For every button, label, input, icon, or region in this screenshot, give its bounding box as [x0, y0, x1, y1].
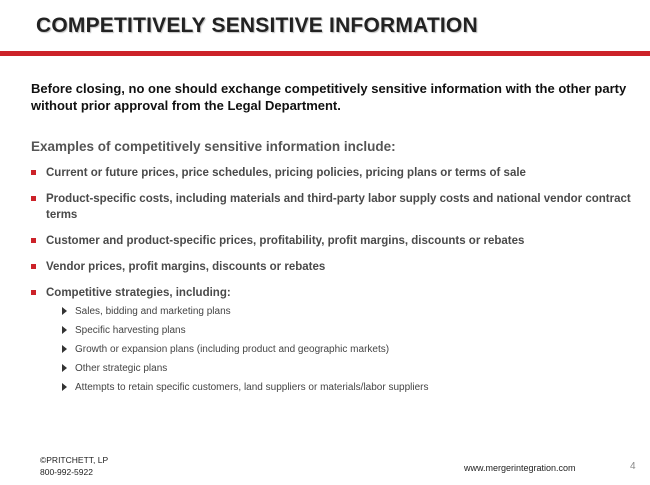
- sub-bullet-text: Sales, bidding and marketing plans: [75, 306, 231, 317]
- footer-copyright: ©PRITCHETT, LP: [40, 455, 109, 465]
- sub-bullet-item: [46, 324, 631, 337]
- footer-url: www.mergerintegration.com: [464, 463, 576, 473]
- footer-phone: 800-992-5922: [40, 467, 93, 477]
- red-square-bullet-icon: [31, 170, 36, 175]
- bullet-item: [31, 259, 631, 275]
- bullet-list: [31, 165, 631, 404]
- bullet-text: Customer and product-specific prices, profitability, profit margins, discounts or rebates: [46, 235, 525, 247]
- examples-heading: Examples of competitively sensitive information include:: [31, 139, 396, 154]
- bullet-item: [31, 191, 631, 223]
- sub-bullet-item: [46, 362, 631, 375]
- bullet-text: Current or future prices, price schedules, pricing policies, pricing plans or terms of sale: [46, 167, 526, 179]
- red-square-bullet-icon: [31, 290, 36, 295]
- page-number: 4: [630, 461, 636, 472]
- sub-bullet-text: Attempts to retain specific customers, land suppliers or materials/labor suppliers: [75, 382, 429, 393]
- bullet-item: [31, 233, 631, 249]
- sub-bullet-item: [46, 305, 631, 318]
- bullet-text: Competitive strategies, including:: [46, 287, 231, 299]
- sub-bullet-text: Other strategic plans: [75, 363, 168, 374]
- sub-bullet-item: [46, 381, 631, 394]
- slide-title: COMPETITIVELY SENSITIVE INFORMATION: [36, 14, 478, 37]
- footer-copyright-block: [40, 454, 108, 478]
- red-square-bullet-icon: [31, 238, 36, 243]
- triangle-bullet-icon: [62, 364, 67, 372]
- triangle-bullet-icon: [62, 307, 67, 315]
- sub-bullet-text: Growth or expansion plans (including product and geographic markets): [75, 344, 390, 355]
- triangle-bullet-icon: [62, 326, 67, 334]
- triangle-bullet-icon: [62, 383, 67, 391]
- sub-bullet-item: [46, 343, 631, 356]
- triangle-bullet-icon: [62, 345, 67, 353]
- sub-bullet-list: [46, 305, 631, 394]
- bullet-item: [31, 165, 631, 181]
- intro-paragraph: Before closing, no one should exchange competitively sensitive information with the other party without prior approval from the Legal Department.: [31, 81, 627, 113]
- red-square-bullet-icon: [31, 264, 36, 269]
- sub-bullet-text: Specific harvesting plans: [75, 325, 186, 336]
- bullet-item: [31, 285, 631, 394]
- bullet-text: Product-specific costs, including materials and third-party labor supply costs and national vendor contract terms: [46, 193, 631, 221]
- title-divider: [0, 51, 650, 56]
- bullet-text: Vendor prices, profit margins, discounts or rebates: [46, 261, 326, 273]
- red-square-bullet-icon: [31, 196, 36, 201]
